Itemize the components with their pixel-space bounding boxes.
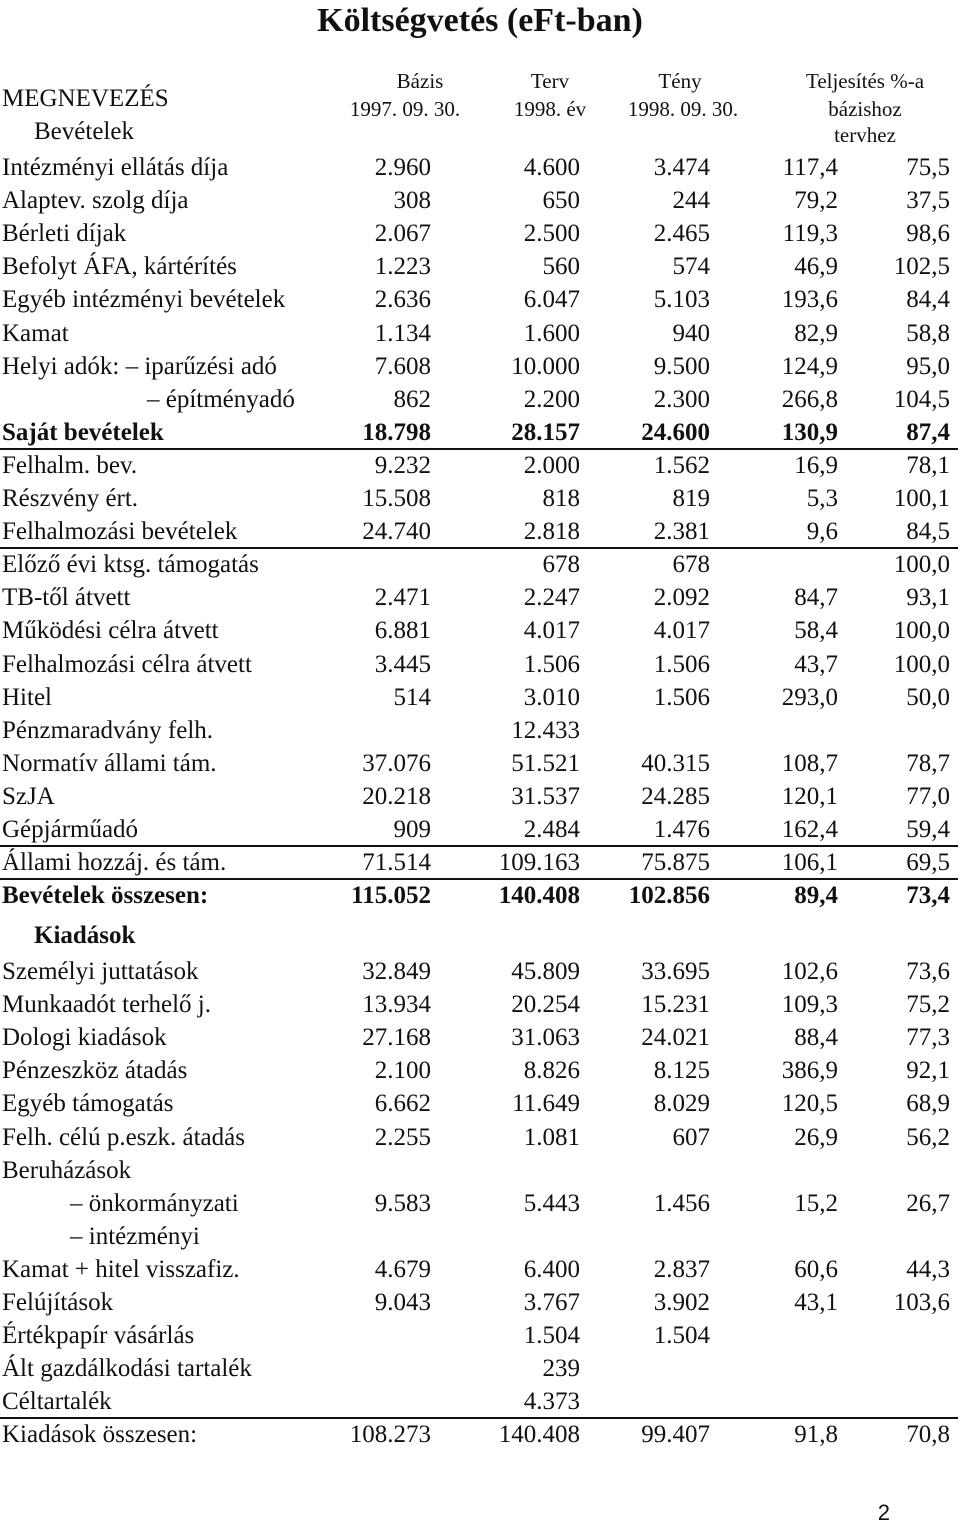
row-label: Céltartalék xyxy=(2,1388,112,1416)
row-label: SzJA xyxy=(2,782,55,810)
table-row xyxy=(0,681,958,714)
cell-v5: 59,4 xyxy=(906,816,950,843)
row-label: Előző évi ktsg. támogatás xyxy=(2,551,259,579)
row-label: Pénzmaradvány felh. xyxy=(2,716,214,744)
cell-v2: 1.600 xyxy=(523,319,580,347)
cell-v1: 6.662 xyxy=(374,1090,431,1118)
cell-v5: 77,3 xyxy=(906,1024,950,1052)
row-label: Személyi juttatások xyxy=(2,958,199,985)
cell-v1: 2.960 xyxy=(374,154,431,181)
cell-v4: 117,4 xyxy=(782,154,838,181)
cell-v5: 44,3 xyxy=(906,1255,950,1283)
cell-v1: 13.934 xyxy=(362,991,431,1019)
row-label: – önkormányzati xyxy=(70,1189,239,1217)
row-label: Alaptev. szolg díja xyxy=(2,187,189,215)
cell-v2: 239 xyxy=(542,1355,580,1383)
cell-v2: 31.537 xyxy=(511,782,580,810)
cell-v3: 1.562 xyxy=(653,451,710,479)
cell-v1: 3.445 xyxy=(374,650,431,678)
cell-v1: 2.100 xyxy=(374,1057,431,1085)
row-label: – intézményi xyxy=(70,1222,200,1250)
row-label: Bérleti díjak xyxy=(2,220,127,248)
cell-v2: 2.818 xyxy=(523,518,580,546)
header-col45-line1: Teljesítés %-a xyxy=(805,69,925,93)
row-label: Pénzeszköz átadás xyxy=(2,1057,188,1085)
cell-v2: 1.081 xyxy=(523,1123,580,1151)
cell-v2: 4.373 xyxy=(523,1388,580,1416)
cell-v3: 1.476 xyxy=(653,816,710,843)
cell-v3: 102.856 xyxy=(628,882,710,910)
cell-v5: 100,1 xyxy=(893,485,950,512)
cell-v4: 120,1 xyxy=(781,782,838,810)
cell-v4: 88,4 xyxy=(794,1024,838,1052)
cell-v3: 940 xyxy=(672,319,710,347)
cell-v4: 89,4 xyxy=(794,882,838,910)
cell-v1: 909 xyxy=(393,816,431,843)
cell-v2: 4.017 xyxy=(523,617,580,645)
table-row xyxy=(0,879,958,912)
cell-v3: 2.837 xyxy=(653,1255,710,1283)
cell-v3: 33.695 xyxy=(641,958,710,985)
header-name: MEGNEVEZÉS xyxy=(2,85,169,112)
row-label: Beruházások xyxy=(2,1156,132,1184)
cell-v3: 24.021 xyxy=(641,1024,710,1052)
cell-v5: 75,2 xyxy=(906,991,950,1019)
cell-v3: 8.125 xyxy=(653,1057,710,1085)
row-label: Felhalm. bev. xyxy=(2,451,138,479)
cell-v5: 58,8 xyxy=(906,319,950,347)
cell-v4: 15,2 xyxy=(794,1189,838,1217)
cell-v5: 56,2 xyxy=(906,1123,950,1151)
cell-v4: 46,9 xyxy=(794,253,838,281)
table-row xyxy=(0,780,958,813)
section-expense-label: Kiadások xyxy=(34,922,136,949)
cell-v1: 27.168 xyxy=(362,1024,431,1052)
cell-v4: 106,1 xyxy=(781,849,838,877)
cell-v4: 43,7 xyxy=(794,650,838,678)
cell-v4: 266,8 xyxy=(781,385,838,413)
cell-v2: 140.408 xyxy=(498,1421,580,1449)
row-label: Munkaadót terhelő j. xyxy=(2,991,211,1019)
cell-v4: 9,6 xyxy=(806,518,838,546)
table-row xyxy=(0,515,958,548)
cell-v1: 9.232 xyxy=(374,451,431,479)
table-row xyxy=(0,747,958,780)
cell-v5: 73,4 xyxy=(906,882,950,910)
cell-v4: 386,9 xyxy=(781,1057,838,1085)
cell-v5: 98,6 xyxy=(906,220,950,248)
table-row xyxy=(0,1385,958,1418)
cell-v1: 1.134 xyxy=(374,319,431,347)
cell-v2: 818 xyxy=(542,485,580,512)
cell-v1: 115.052 xyxy=(351,882,431,910)
cell-v1: 2.471 xyxy=(374,584,431,612)
cell-v4: 119,3 xyxy=(782,220,838,248)
cell-v3: 15.231 xyxy=(641,991,710,1019)
cell-v2: 28.157 xyxy=(511,418,580,446)
page-number: 2 xyxy=(877,1500,890,1525)
table-row xyxy=(0,581,958,614)
cell-v2: 6.047 xyxy=(523,286,580,314)
cell-v5: 78,7 xyxy=(906,749,950,777)
cell-v5: 100,0 xyxy=(893,617,950,645)
cell-v5: 78,1 xyxy=(906,451,950,479)
table-row xyxy=(0,383,958,416)
cell-v1: 24.740 xyxy=(362,518,431,546)
table-row xyxy=(0,1087,958,1120)
cell-v2: 5.443 xyxy=(523,1189,580,1217)
table-row xyxy=(0,846,958,879)
table-row xyxy=(0,648,958,681)
table-row xyxy=(0,1154,958,1187)
cell-v4: 108,7 xyxy=(781,749,838,777)
table-row xyxy=(0,614,958,647)
row-label: Felhalmozási bevételek xyxy=(2,518,238,546)
row-label: Kiadások összesen: xyxy=(2,1421,198,1449)
header-col2-line1: Terv xyxy=(530,69,570,93)
cell-v2: 109.163 xyxy=(498,849,580,877)
table-row xyxy=(0,1187,958,1220)
row-label: Felh. célú p.eszk. átadás xyxy=(2,1123,245,1151)
table-row xyxy=(0,1021,958,1054)
table-row xyxy=(0,1286,958,1319)
cell-v5: 73,6 xyxy=(906,958,950,985)
cell-v3: 1.504 xyxy=(653,1322,710,1350)
row-label: Dologi kiadások xyxy=(2,1024,167,1052)
row-label: Értékpapír vásárlás xyxy=(2,1322,195,1350)
table-row xyxy=(0,350,958,383)
cell-v1: 37.076 xyxy=(362,749,431,777)
cell-v3: 3.474 xyxy=(653,154,710,181)
cell-v2: 4.600 xyxy=(523,154,580,181)
cell-v5: 103,6 xyxy=(893,1289,950,1316)
table-row xyxy=(0,1121,958,1154)
cell-v1: 2.255 xyxy=(374,1123,431,1151)
cell-v2: 140.408 xyxy=(498,882,580,910)
cell-v4: 43,1 xyxy=(794,1289,838,1316)
cell-v2: 31.063 xyxy=(511,1024,580,1052)
cell-v4: 79,2 xyxy=(794,187,838,215)
cell-v3: 75.875 xyxy=(641,849,710,877)
table-row xyxy=(0,714,958,747)
table-row xyxy=(0,548,958,581)
cell-v2: 678 xyxy=(542,551,580,579)
cell-v1: 18.798 xyxy=(362,418,431,446)
cell-v1: 9.043 xyxy=(374,1289,431,1316)
table-row xyxy=(0,813,958,846)
cell-v5: 93,1 xyxy=(906,584,950,612)
header-col2-line2: 1998. év xyxy=(513,97,587,121)
row-label: Bevételek összesen: xyxy=(2,882,209,910)
table-row xyxy=(0,1418,958,1451)
cell-v4: 130,9 xyxy=(781,418,838,446)
cell-v2: 6.400 xyxy=(523,1255,580,1283)
table-row xyxy=(0,283,958,316)
cell-v5: 75,5 xyxy=(906,154,950,181)
cell-v2: 10.000 xyxy=(511,352,580,380)
cell-v1: 514 xyxy=(393,683,431,711)
cell-v5: 92,1 xyxy=(906,1057,950,1085)
table-row xyxy=(0,416,958,449)
cell-v3: 2.092 xyxy=(653,584,710,612)
row-label: Hitel xyxy=(2,683,52,711)
cell-v1: 7.608 xyxy=(374,352,431,380)
header-col3-line2: 1998. 09. 30. xyxy=(627,97,739,121)
cell-v1: 6.881 xyxy=(374,617,431,645)
cell-v3: 4.017 xyxy=(653,617,710,645)
row-label: Részvény ért. xyxy=(2,485,139,512)
row-label: Működési célra átvett xyxy=(2,617,219,645)
header-col1-line1: Bázis xyxy=(396,69,444,93)
cell-v4: 82,9 xyxy=(794,319,838,347)
cell-v3: 819 xyxy=(672,485,710,512)
cell-v1: 2.636 xyxy=(374,286,431,314)
cell-v4: 162,4 xyxy=(781,816,838,843)
cell-v5: 84,4 xyxy=(906,286,950,314)
cell-v1: 108.273 xyxy=(349,1421,431,1449)
cell-v2: 51.521 xyxy=(511,749,580,777)
row-label: Egyéb támogatás xyxy=(2,1090,174,1118)
cell-v5: 50,0 xyxy=(906,683,950,711)
header-col1-line2: 1997. 09. 30. xyxy=(349,97,461,121)
table-row xyxy=(0,217,958,250)
cell-v4: 91,8 xyxy=(794,1421,838,1449)
cell-v5: 87,4 xyxy=(906,418,950,446)
cell-v4: 16,9 xyxy=(794,451,838,479)
cell-v3: 24.600 xyxy=(641,418,710,446)
cell-v2: 11.649 xyxy=(512,1090,580,1118)
table-row xyxy=(0,184,958,217)
cell-v3: 24.285 xyxy=(641,782,710,810)
cell-v2: 1.504 xyxy=(523,1322,580,1350)
cell-v2: 2.200 xyxy=(523,385,580,413)
cell-v3: 574 xyxy=(672,253,710,281)
cell-v4: 293,0 xyxy=(781,683,838,711)
cell-v2: 3.010 xyxy=(523,683,580,711)
row-label: Felhalmozási célra átvett xyxy=(2,650,252,678)
table-row xyxy=(0,482,958,515)
cell-v5: 69,5 xyxy=(906,849,950,877)
cell-v1: 20.218 xyxy=(362,782,431,810)
cell-v5: 77,0 xyxy=(906,782,950,810)
page-title: Költségvetés (eFt-ban) xyxy=(317,2,643,39)
row-label: Intézményi ellátás díja xyxy=(2,154,229,181)
cell-v1: 15.508 xyxy=(362,485,431,512)
cell-v3: 2.381 xyxy=(653,518,710,546)
table-row xyxy=(0,1352,958,1385)
cell-v2: 560 xyxy=(542,253,580,281)
cell-v2: 1.506 xyxy=(523,650,580,678)
table-row xyxy=(0,151,958,184)
cell-v2: 8.826 xyxy=(523,1057,580,1085)
cell-v4: 124,9 xyxy=(781,352,838,380)
header-col4-line2: bázishoz xyxy=(828,97,902,121)
cell-v2: 20.254 xyxy=(511,991,580,1019)
cell-v5: 68,9 xyxy=(906,1090,950,1118)
cell-v5: 37,5 xyxy=(906,187,950,215)
table-row xyxy=(0,1220,958,1253)
row-label: – építményadó xyxy=(147,385,295,413)
cell-v1: 862 xyxy=(393,385,431,413)
cell-v4: 5,3 xyxy=(806,485,838,512)
cell-v2: 2.000 xyxy=(523,451,580,479)
cell-v5: 26,7 xyxy=(906,1189,950,1217)
section-income-label: Bevételek xyxy=(34,118,134,145)
header-col3-line1: Tény xyxy=(658,69,702,93)
row-label: Állami hozzáj. és tám. xyxy=(2,849,227,877)
table-row xyxy=(0,988,958,1021)
cell-v3: 1.506 xyxy=(653,650,710,678)
row-label: Kamat + hitel visszafiz. xyxy=(2,1255,240,1283)
table-row xyxy=(0,955,958,988)
cell-v3: 9.500 xyxy=(653,352,710,380)
row-label: Befolyt ÁFA, kártérítés xyxy=(2,253,237,281)
cell-v3: 3.902 xyxy=(653,1289,710,1316)
cell-v2: 12.433 xyxy=(511,716,580,744)
cell-v3: 244 xyxy=(672,187,710,215)
cell-v1: 1.223 xyxy=(374,253,431,281)
cell-v3: 2.465 xyxy=(653,220,710,248)
cell-v4: 102,6 xyxy=(781,958,838,985)
table-row xyxy=(0,250,958,283)
cell-v4: 120,5 xyxy=(781,1090,838,1118)
cell-v1: 9.583 xyxy=(374,1189,431,1217)
cell-v1: 32.849 xyxy=(362,958,431,985)
cell-v5: 84,5 xyxy=(906,518,950,546)
cell-v3: 99.407 xyxy=(641,1421,710,1449)
row-label: Gépjárműadó xyxy=(2,816,139,843)
row-label: Ált gazdálkodási tartalék xyxy=(2,1355,252,1383)
cell-v4: 58,4 xyxy=(794,617,838,645)
cell-v4: 26,9 xyxy=(794,1123,838,1151)
cell-v1: 308 xyxy=(393,187,431,215)
cell-v2: 650 xyxy=(542,187,580,215)
row-label: Helyi adók: – iparűzési adó xyxy=(2,352,277,380)
row-label: Egyéb intézményi bevételek xyxy=(2,286,286,314)
row-label: Kamat xyxy=(2,319,69,347)
table-row xyxy=(0,1319,958,1352)
table-row xyxy=(0,1054,958,1087)
cell-v2: 2.500 xyxy=(523,220,580,248)
cell-v3: 1.456 xyxy=(653,1189,710,1217)
cell-v4: 193,6 xyxy=(781,286,838,314)
table-row xyxy=(0,317,958,350)
cell-v5: 95,0 xyxy=(906,352,950,380)
cell-v4: 84,7 xyxy=(794,584,838,612)
cell-v3: 1.506 xyxy=(653,683,710,711)
cell-v1: 4.679 xyxy=(374,1255,431,1283)
cell-v2: 3.767 xyxy=(523,1289,580,1316)
cell-v5: 70,8 xyxy=(906,1421,950,1449)
cell-v3: 8.029 xyxy=(653,1090,710,1118)
row-label: TB-től átvett xyxy=(2,584,131,612)
cell-v1: 71.514 xyxy=(362,849,431,877)
cell-v5: 100,0 xyxy=(893,650,950,678)
row-label: Normatív állami tám. xyxy=(2,749,217,777)
cell-v3: 5.103 xyxy=(653,286,710,314)
table-row xyxy=(0,449,958,482)
cell-v5: 100,0 xyxy=(893,551,950,579)
table-row xyxy=(0,1253,958,1286)
row-label: Saját bevételek xyxy=(2,418,164,446)
cell-v3: 40.315 xyxy=(641,749,710,777)
cell-v3: 607 xyxy=(672,1123,710,1151)
cell-v2: 45.809 xyxy=(511,958,580,985)
cell-v1: 2.067 xyxy=(374,220,431,248)
header-col5-line3: tervhez xyxy=(834,123,896,147)
cell-v2: 2.484 xyxy=(523,816,580,843)
cell-v3: 2.300 xyxy=(653,385,710,413)
cell-v5: 102,5 xyxy=(893,253,950,281)
cell-v5: 104,5 xyxy=(893,385,950,413)
cell-v4: 60,6 xyxy=(794,1255,838,1283)
row-label: Felújítások xyxy=(2,1289,114,1316)
cell-v2: 2.247 xyxy=(523,584,580,612)
cell-v3: 678 xyxy=(672,551,710,579)
cell-v4: 109,3 xyxy=(781,991,838,1019)
